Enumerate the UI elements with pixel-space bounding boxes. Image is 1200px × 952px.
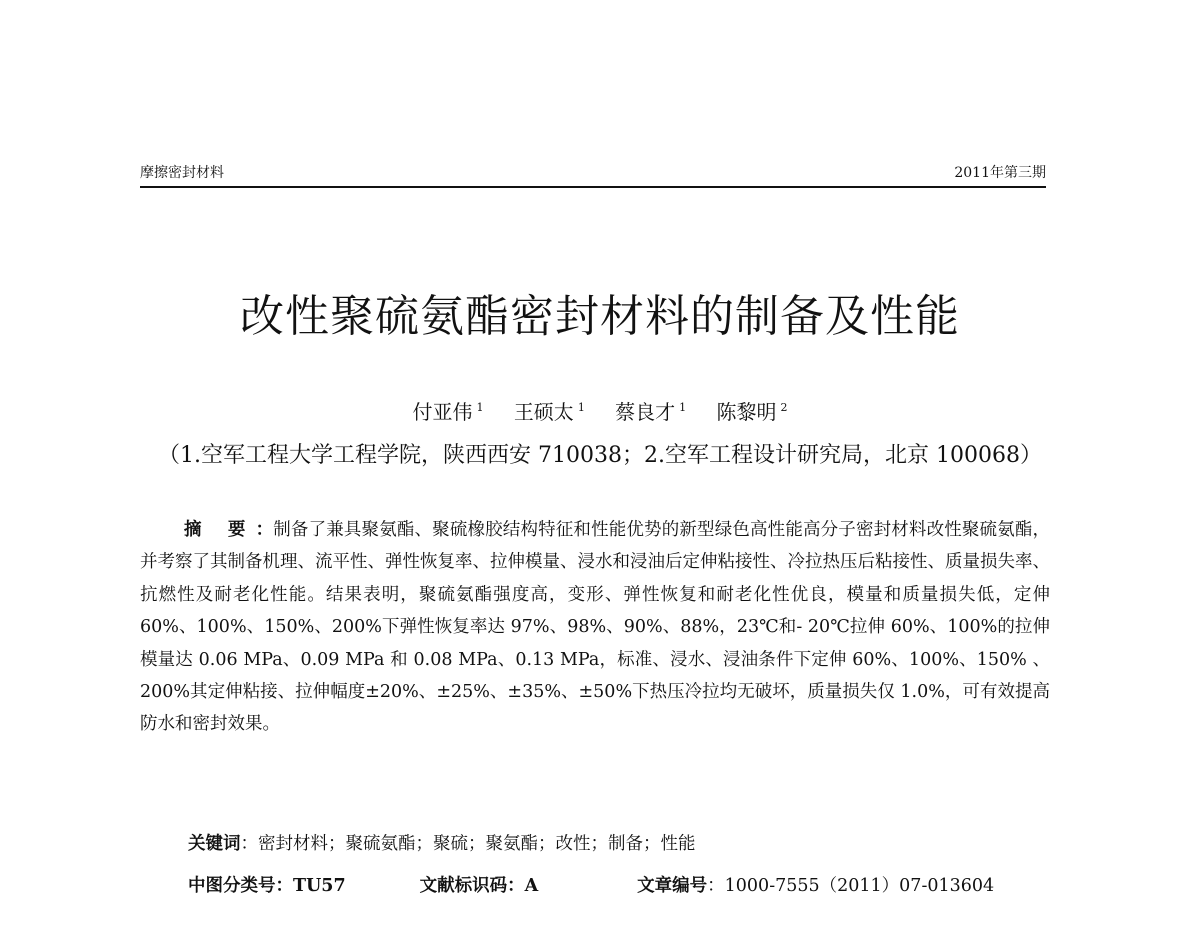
author-affiliation-mark: 2 xyxy=(780,401,788,415)
abstract-label: 摘 要 xyxy=(184,520,256,540)
author-name: 王硕太 xyxy=(513,400,574,424)
clc-number xyxy=(188,872,414,897)
article-number xyxy=(637,872,994,897)
document-code-value: ：A xyxy=(507,876,539,896)
author-name: 付亚伟 xyxy=(412,400,473,424)
author xyxy=(717,396,788,425)
document-code xyxy=(420,872,632,897)
article-number-label: 文章编号 xyxy=(637,876,708,896)
running-header xyxy=(140,160,1046,188)
keywords-text: ：密封材料；聚硫氨酯；聚硫；聚氨酯；改性；制备；性能 xyxy=(240,834,696,854)
journal-name: 摩擦密封材料 xyxy=(140,165,224,181)
author-list xyxy=(0,396,1200,425)
author-name: 陈黎明 xyxy=(716,400,777,424)
author xyxy=(615,396,686,425)
affiliations: （1.空军工程大学工程学院，陕西西安 710038；2.空军工程设计研究局，北京 100068） xyxy=(158,443,1042,468)
article-number-value: ：1000-7555（2011）07-013604 xyxy=(707,876,995,896)
document-code-label: 文献标识码 xyxy=(419,876,508,896)
author-name: 蔡良才 xyxy=(615,400,676,424)
issue-info: 2011年第三期 xyxy=(954,165,1046,181)
clc-label: 中图分类号 xyxy=(188,876,276,896)
keywords-label: 关键词 xyxy=(188,834,241,854)
author-affiliation-mark: 1 xyxy=(476,401,484,415)
classification-line xyxy=(188,872,1088,897)
abstract-text: 制备了兼具聚氨酯、聚硫橡胶结构特征和性能优势的新型绿色高性能高分子密封材料改性聚硫氨酯，并考察了其制备机理、流平性、弹性恢复率、拉伸模量、浸水和浸油后定伸粘接性、冷拉热压后粘接性、质量损失率、抗燃性及耐老化性能。结果表明，聚硫氨酯强度高，变形、弹性恢复和耐老化性优良，模量和质量损失低，定伸 60%、100%、150%、200%下弹性恢复率达 97%、98%、90%、88%，23℃和- 20℃拉伸 60%、100%的拉伸模量达 0.06 MPa、0.09 MPa 和 0.08 MPa、0.13 MPa，标准、浸水、浸油条件下定伸 60%、100%、150% 、200%其定伸粘接、拉伸幅度±20%、±25%、±35%、±50%下热压冷拉均无破坏，质量损失仅 1.0%，可有效提高防水和密封效果。 xyxy=(140,520,1051,735)
paper-title: 改性聚硫氨酯密封材料的制备及性能 xyxy=(240,291,960,342)
author-affiliation-mark: 1 xyxy=(679,401,687,415)
abstract-label-colon: ： xyxy=(255,520,274,540)
abstract xyxy=(140,514,1050,741)
author xyxy=(412,396,483,425)
author-affiliation-mark: 1 xyxy=(577,401,585,415)
keywords xyxy=(188,830,696,855)
author xyxy=(514,396,585,425)
clc-value: ：TU57 xyxy=(275,876,346,896)
